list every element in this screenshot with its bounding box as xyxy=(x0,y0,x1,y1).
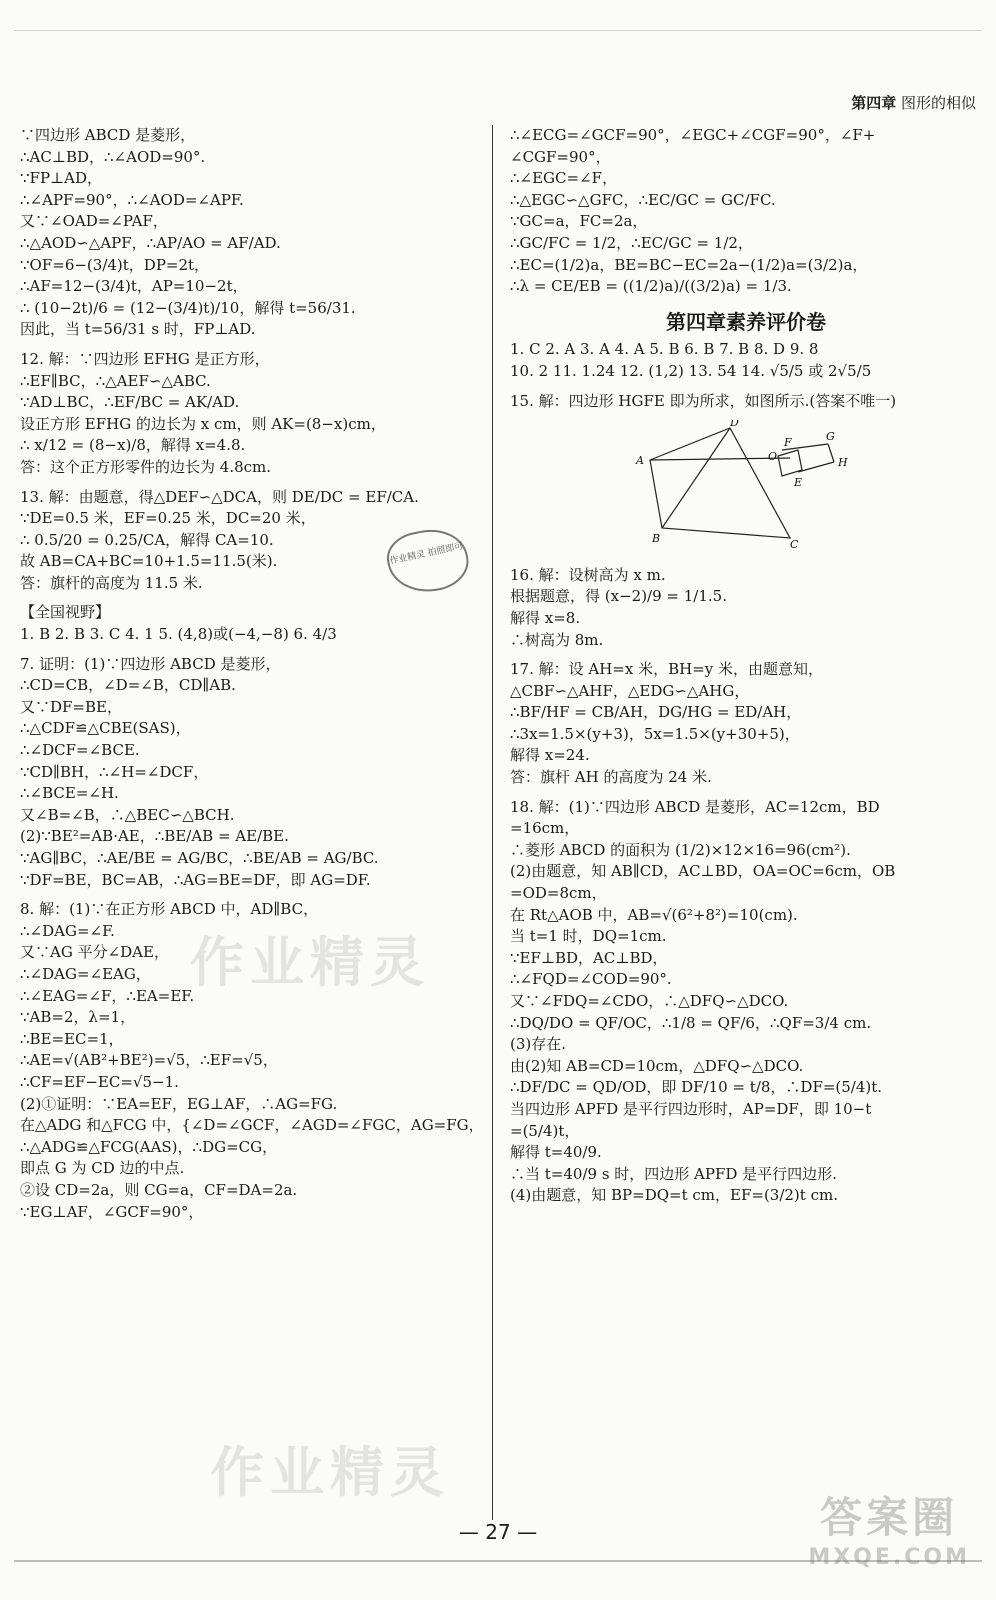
corner-brand-top: 答案圈 xyxy=(820,1493,959,1542)
right-c-line: =(5/4)t， xyxy=(510,1121,580,1140)
left-line: ∴∠EAG=∠F，∴EA=EF. xyxy=(20,986,195,1005)
left-line: ∵OF=6−(3/4)t，DP=2t， xyxy=(20,255,210,274)
left-line: ∴∠DAG=∠EAG， xyxy=(20,964,151,983)
right-c-line: 当 t=1 时，DQ=1cm. xyxy=(510,927,667,946)
left-line: ∴ x/12 = (8−x)/8，解得 x=4.8. xyxy=(20,436,246,455)
left-line: ∵EG⊥AF，∠GCF=90°， xyxy=(20,1202,204,1221)
left-line: 又∵AG 平分∠DAE， xyxy=(20,943,169,962)
left-line: 答：旗杆的高度为 11.5 米. xyxy=(20,573,203,592)
right-c-line: 又∵∠FDQ=∠CDO，∴△DFQ∽△DCO. xyxy=(510,992,789,1010)
right-a-line: ∴△EGC∽△GFC，∴EC/GC = GC/FC. xyxy=(510,190,776,209)
left-line: ∴CD=CB，∠D=∠B，CD∥AB. xyxy=(20,676,236,695)
right-a-line: ∴GC/FC = 1/2，∴EC/GC = 1/2， xyxy=(510,233,753,252)
right-c-line: ∴∠FQD=∠COD=90°. xyxy=(510,970,672,989)
right-a-line: ∴λ = CE/EB = ((1/2)a)/((3/2)a) = 1/3. xyxy=(510,277,792,296)
right-c-line: (4)由题意，知 BP=DQ=t cm，EF=(3/2)t cm. xyxy=(510,1186,838,1205)
right-b-line: 15. 解：四边形 HGFE 即为所求，如图所示.(答案不唯一) xyxy=(510,391,897,410)
label-b: B xyxy=(652,532,661,546)
left-line: 13. 解：由题意，得△DEF∽△DCA，则 DE/DC = EF/CA. xyxy=(20,487,419,506)
segment-he xyxy=(798,462,834,472)
chapter-label: 第四章 xyxy=(851,94,897,112)
left-line: ∴∠APF=90°，∴∠AOD=∠APF. xyxy=(20,190,244,209)
right-a-line: ∴∠ECG=∠GCF=90°，∠EGC+∠CGF=90°，∠F+ xyxy=(510,126,876,144)
side-ad-ab xyxy=(662,428,730,528)
right-b-line: 1. C 2. A 3. A 4. A 5. B 6. B 7. B 8. D 9. 8 xyxy=(510,340,819,359)
left-line: ∵DF=BE，BC=AB，∴AG=BE=DF，即 AG=DF. xyxy=(20,870,371,889)
right-c-line: (2)由题意，知 AB∥CD，AC⊥BD，OA=OC=6cm，OB xyxy=(510,862,896,881)
right-a-line: ∴EC=(1/2)a，BE=BC−EC=2a−(1/2)a=(3/2)a， xyxy=(510,255,868,274)
right-c-line: 解得 x=8. xyxy=(510,608,581,627)
right-c-line: 当四边形 APFD 是平行四边形时，AP=DF，即 10−t xyxy=(510,1099,872,1118)
chapter-title: 图形的相似 xyxy=(900,94,976,112)
corner-brand-bottom: MXQE.COM xyxy=(808,1545,970,1570)
label-e: E xyxy=(794,476,803,490)
left-line: ∴CF=EF−EC=√5−1. xyxy=(20,1072,179,1091)
left-line: 12. 解：∵四边形 EFHG 是正方形， xyxy=(20,349,270,368)
left-line: ∴∠DAG=∠F. xyxy=(20,921,115,940)
left-line: 故 AB=CA+BC=10+1.5=11.5(米). xyxy=(20,552,278,571)
left-line: 又∵∠OAD=∠PAF， xyxy=(20,212,168,231)
right-c-line: 16. 解：设树高为 x m. xyxy=(510,565,666,584)
right-column xyxy=(510,125,982,1207)
figure-svg xyxy=(630,420,860,550)
right-c-line: ∴DQ/DO = QF/OC，∴1/8 = QF/6，∴QF=3/4 cm. xyxy=(510,1013,872,1032)
left-line: ∵CD∥BH，∴∠H=∠DCF， xyxy=(20,762,209,781)
right-c-line: 根据题意，得 (x−2)/9 = 1/1.5. xyxy=(510,587,727,606)
right-c-line: =OD=8cm， xyxy=(510,884,607,903)
segment-gh xyxy=(828,444,834,462)
left-line: ∴AF=12−(3/4)t，AP=10−2t， xyxy=(20,277,248,296)
label-h: H xyxy=(838,456,848,470)
right-c-line: 在 Rt△AOB 中，AB=√(6²+8²)=10(cm). xyxy=(510,905,798,924)
left-line: ∴△CDF≌△CBE(SAS)， xyxy=(20,719,191,738)
left-line: ∵四边形 ABCD 是菱形， xyxy=(20,126,196,144)
right-c-line: ∴DF/DC = QD/OD，即 DF/10 = t/8，∴DF=(5/4)t. xyxy=(510,1078,883,1097)
right-a-line: ∵GC=a，FC=2a， xyxy=(510,212,648,231)
page-number: — 27 — xyxy=(458,1520,538,1544)
right-a-line: ∴∠EGC=∠F， xyxy=(510,169,618,188)
right-c-line: ∴BF/HF = CB/AH，DG/HG = ED/AH， xyxy=(510,703,802,722)
page-number-value: 27 xyxy=(485,1520,511,1544)
top-rule xyxy=(14,30,982,31)
left-line: ∴△AOD∽△APF，∴AP/AO = AF/AD. xyxy=(20,233,281,252)
right-c-line: 17. 解：设 AH=x 米，BH=y 米，由题意知， xyxy=(510,660,824,679)
right-c-line: ∴树高为 8m. xyxy=(510,630,604,649)
column-divider xyxy=(492,125,493,1520)
left-line: ∵AG∥BC，∴AE/BE = AG/BC，∴BE/AB = AG/BC. xyxy=(20,849,379,867)
left-line: ∴AE=√(AB²+BE²)=√5，∴EF=√5， xyxy=(20,1051,278,1070)
label-d: D xyxy=(730,420,739,430)
label-g: G xyxy=(826,430,835,444)
geometry-figure xyxy=(630,420,982,557)
right-c-line: 解得 t=40/9. xyxy=(510,1143,602,1162)
label-c: C xyxy=(790,538,799,551)
left-line: ∴△ADG≌△FCG(AAS)，∴DG=CG， xyxy=(20,1137,278,1156)
left-line: 又∵DF=BE， xyxy=(20,697,122,716)
left-line: 【全国视野】 xyxy=(20,603,111,622)
right-b-line: 10. 2 11. 1.24 12. (1,2) 13. 54 14. √5/5 或 2√5/5 xyxy=(510,361,872,380)
left-line: ∴∠DCF=∠BCE. xyxy=(20,741,140,760)
left-line: 又∠B=∠B，∴△BEC∽△BCH. xyxy=(20,805,235,824)
left-line: 在△ADG 和△FCG 中，{∠D=∠GCF，∠AGD=∠FGC，AG=FG， xyxy=(20,1116,484,1135)
corner-brand xyxy=(808,1485,970,1570)
watermark-1: 作业精灵 xyxy=(190,931,430,994)
left-line: ∵AB=2，λ=1， xyxy=(20,1008,136,1027)
left-line: 7. 证明：(1)∵四边形 ABCD 是菱形， xyxy=(20,654,281,673)
watermark-2: 作业精灵 xyxy=(210,1441,450,1504)
label-o: O xyxy=(768,450,778,464)
page-header xyxy=(851,92,976,113)
left-line: 即点 G 为 CD 边的中点. xyxy=(20,1159,185,1178)
right-c-line: △CBF∽△AHF，△EDG∽△AHG， xyxy=(510,681,750,700)
left-line: ∴ 0.5/20 = 0.25/CA，解得 CA=10. xyxy=(20,530,274,549)
left-line: ②设 CD=2a，则 CG=a，CF=DA=2a. xyxy=(20,1180,298,1199)
right-c-line: 由(2)知 AB=CD=10cm，△DFQ∽△DCO. xyxy=(510,1056,804,1075)
stamp: 作业精灵 拍照即可 xyxy=(382,522,473,599)
left-line: (2)∵BE²=AB·AE，∴BE/AB = AE/BE. xyxy=(20,827,289,846)
left-line: (2)①证明：∵EA=EF，EG⊥AF，∴AG=FG. xyxy=(20,1094,338,1113)
right-c-line: ∴菱形 ABCD 的面积为 (1/2)×12×16=96(cm²). xyxy=(510,840,851,859)
right-c-line: ∴3x=1.5×(y+3)，5x=1.5×(y+30+5)， xyxy=(510,724,800,743)
left-column xyxy=(20,125,484,1223)
left-line: 1. B 2. B 3. C 4. 1 5. (4,8)或(−4,−8) 6. 4/3 xyxy=(20,625,337,644)
section-title: 第四章素养评价卷 xyxy=(666,309,826,334)
left-line: ∴∠BCE=∠H. xyxy=(20,784,119,803)
label-a: A xyxy=(636,454,644,468)
left-line: 答：这个正方形零件的边长为 4.8cm. xyxy=(20,457,272,476)
left-line: 8. 解：(1)∵在正方形 ABCD 中，AD∥BC， xyxy=(20,900,319,919)
right-c-line: 解得 x=24. xyxy=(510,746,590,765)
left-line: ∵DE=0.5 米，EF=0.25 米，DC=20 米， xyxy=(20,509,316,528)
quadrilateral-abcd xyxy=(650,428,790,538)
right-c-line: ∵EF⊥BD，AC⊥BD， xyxy=(510,948,668,967)
right-c-line: 答：旗杆 AH 的高度为 24 米. xyxy=(510,768,712,787)
left-line: ∴EF∥BC，∴△AEF∽△ABC. xyxy=(20,371,211,390)
right-c-line: =16cm， xyxy=(510,819,580,838)
label-f: F xyxy=(784,436,792,450)
left-line: 设正方形 EFHG 的边长为 x cm，则 AK=(8−x)cm， xyxy=(20,414,386,433)
right-c-line: ∴当 t=40/9 s 时，四边形 APFD 是平行四边形. xyxy=(510,1164,837,1183)
left-line: ∴BE=EC=1， xyxy=(20,1029,124,1048)
right-c-line: (3)存在. xyxy=(510,1035,567,1054)
left-line: ∵FP⊥AD， xyxy=(20,169,103,188)
right-a-line: ∠CGF=90°， xyxy=(510,147,611,166)
left-line: ∵AD⊥BC，∴EF/BC = AK/AD. xyxy=(20,393,240,412)
left-line: ∴AC⊥BD，∴∠AOD=90°. xyxy=(20,147,206,166)
right-c-line: 18. 解：(1)∵四边形 ABCD 是菱形，AC=12cm，BD xyxy=(510,797,880,816)
left-line: 因此，当 t=56/31 s 时，FP⊥AD. xyxy=(20,320,256,339)
left-line: ∴ (10−2t)/6 = (12−(3/4)t)/10，解得 t=56/31. xyxy=(20,298,356,317)
